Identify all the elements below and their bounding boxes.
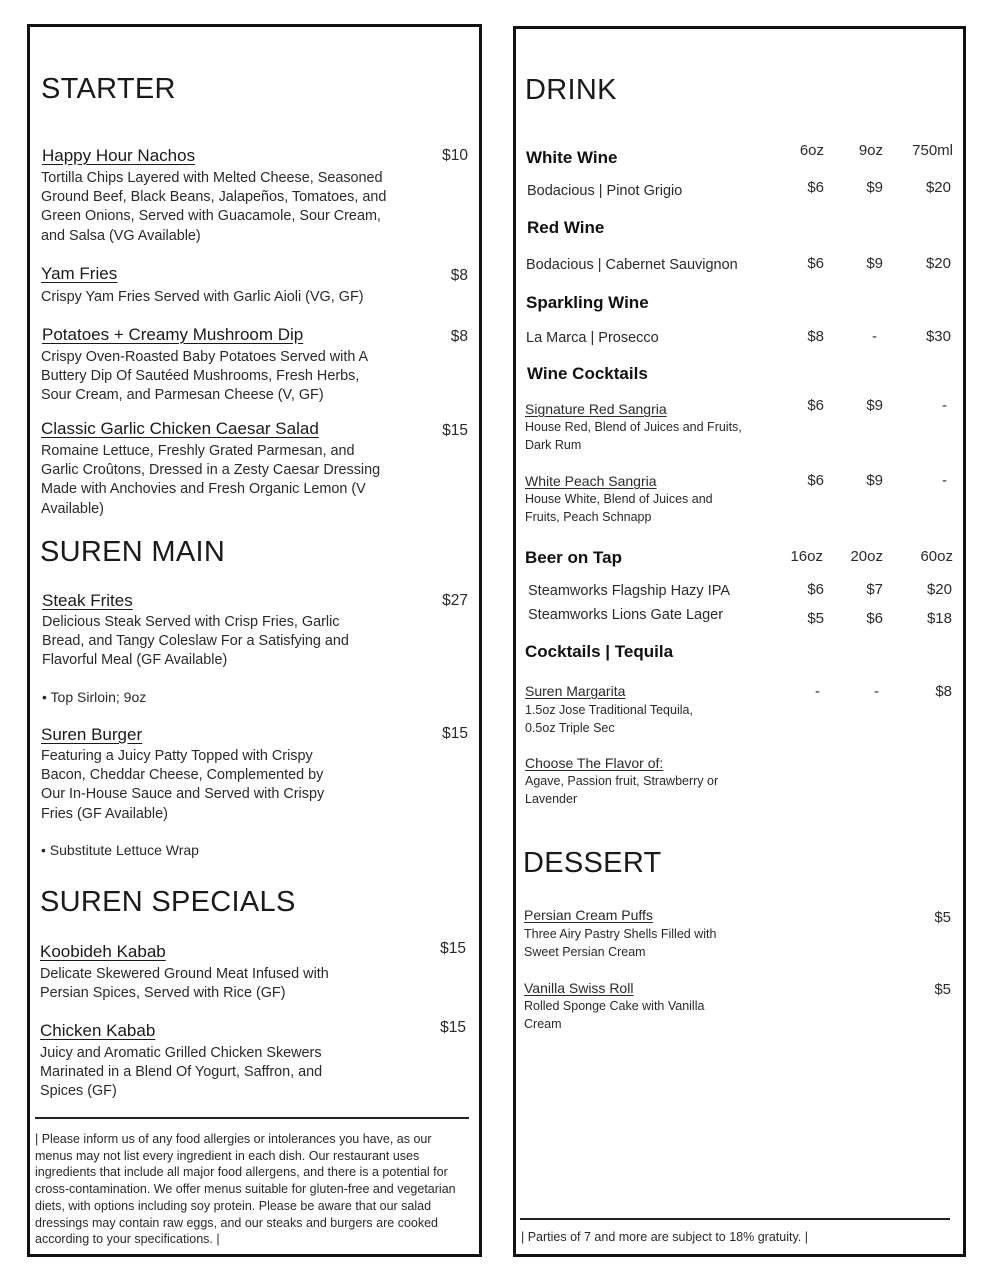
white-wine-price-9oz: $9 [866, 179, 883, 196]
beer-size-20oz: 20oz [850, 548, 883, 565]
drink-title: DRINK [525, 74, 617, 106]
beer-heading: Beer on Tap [525, 548, 622, 567]
peach-sangria-desc: House White, Blend of Juices and Fruits, Peach Schnapp [525, 492, 713, 524]
flavor-desc: Agave, Passion fruit, Strawberry or Lavender [525, 774, 719, 806]
margarita-price-750ml: $8 [935, 683, 952, 700]
peach-sangria-price-750ml: - [942, 472, 947, 489]
allergy-note: | Please inform us of any food allergies or intolerances you have, as our menus may not list every ingredient in each dish. Our restaurant uses ingredients that include all major food allergens, and there is a potential for cross-contamination. We offer menus suitable for gluten-free and vegetarian diets, with options including soy protein. Please be aware that our salad dressings may contain raw eggs, and our steaks and burgers are cooked according to your specifications. | [35, 1132, 456, 1247]
nachos-price: $10 [442, 147, 468, 164]
red-sangria-price-6oz: $6 [807, 397, 824, 414]
caesar-name: Classic Garlic Chicken Caesar Salad [41, 419, 319, 438]
potatoes-desc: Crispy Oven-Roasted Baby Potatoes Served with A Buttery Dip Of Sautéed Mushrooms, Fresh Herbs, Sour Cream, and Parmesan Cheese (V, GF) [41, 349, 368, 404]
yam-fries-price: $8 [450, 267, 468, 284]
chicken-kabab-desc: Juicy and Aromatic Grilled Chicken Skewers Marinated in a Blend Of Yogurt, Saffron, and Spices (GF) [40, 1045, 323, 1100]
potatoes-price: $8 [450, 328, 468, 345]
margarita-name: Suren Margarita [525, 683, 626, 699]
peach-sangria-price-6oz: $6 [807, 472, 824, 489]
potatoes-name: Potatoes + Creamy Mushroom Dip [42, 325, 304, 344]
burger-name: Suren Burger [41, 725, 143, 744]
cream-puffs-price: $5 [934, 909, 951, 926]
sparkling-wine-heading: Sparkling Wine [526, 293, 649, 312]
sparkling-wine-price-6oz: $8 [807, 328, 824, 345]
beer-size-60oz: 60oz [920, 548, 953, 565]
red-wine-price-6oz: $6 [807, 255, 824, 272]
yam-fries-name: Yam Fries [41, 264, 118, 283]
margarita-price-6oz: - [815, 683, 820, 700]
wine-size-750ml: 750ml [912, 142, 953, 159]
wine-size-6oz: 6oz [799, 142, 824, 159]
red-sangria-name: Signature Red Sangria [525, 401, 667, 417]
sparkling-wine-name: La Marca | Prosecco [526, 330, 659, 346]
dessert-title: DESSERT [523, 847, 662, 879]
beer-size-16oz: 16oz [790, 548, 823, 565]
cream-puffs-desc: Three Airy Pastry Shells Filled with Sweet Persian Cream [524, 927, 717, 959]
chicken-kabab-price: $15 [440, 1019, 466, 1036]
yam-fries-desc: Crispy Yam Fries Served with Garlic Aioli (VG, GF) [41, 289, 364, 305]
swiss-roll-price: $5 [934, 981, 951, 998]
burger-price: $15 [442, 725, 468, 742]
margarita-price-9oz: - [874, 683, 879, 700]
nachos-name: Happy Hour Nachos [42, 146, 196, 165]
cocktails-heading: Cocktails | Tequila [525, 642, 674, 661]
red-wine-price-9oz: $9 [866, 255, 883, 272]
gratuity-note: | Parties of 7 and more are subject to 18% gratuity. | [521, 1230, 808, 1244]
specials-title: SUREN SPECIALS [40, 886, 296, 918]
steak-frites-desc: Delicious Steak Served with Crisp Fries, Garlic Bread, and Tangy Coleslaw For a Satisfying and Flavorful Meal (GF Available) [42, 614, 349, 669]
red-sangria-desc: House Red, Blend of Juices and Fruits, Dark Rum [525, 420, 742, 452]
starter-title: STARTER [41, 73, 176, 105]
caesar-price: $15 [442, 422, 468, 439]
beer-lager-price-60oz: $18 [926, 610, 952, 627]
peach-sangria-name: White Peach Sangria [525, 473, 657, 489]
burger-desc: Featuring a Juicy Patty Topped with Crispy Bacon, Cheddar Cheese, Complemented by Our In-House Sauce and Served with Crispy Fries (GF Available) [41, 748, 325, 822]
beer-ipa-price-16oz: $6 [807, 581, 824, 598]
sparkling-wine-price-9oz: - [872, 328, 877, 345]
white-wine-name: Bodacious | Pinot Grigio [527, 183, 683, 199]
beer-lager-price-16oz: $5 [807, 610, 824, 627]
main-title: SUREN MAIN [40, 536, 226, 568]
white-wine-price-6oz: $6 [807, 179, 824, 196]
swiss-roll-desc: Rolled Sponge Cake with Vanilla Cream [524, 999, 705, 1031]
cream-puffs-name: Persian Cream Puffs [524, 907, 653, 923]
chicken-kabab-name: Chicken Kabab [40, 1021, 156, 1040]
burger-note: • Substitute Lettuce Wrap [41, 842, 199, 858]
white-wine-price-750ml: $20 [925, 179, 951, 196]
peach-sangria-price-9oz: $9 [866, 472, 883, 489]
beer-ipa-name: Steamworks Flagship Hazy IPA [528, 583, 730, 599]
beer-lager-name: Steamworks Lions Gate Lager [528, 607, 724, 623]
sparkling-wine-price-750ml: $30 [925, 328, 951, 345]
wine-cocktails-heading: Wine Cocktails [527, 364, 648, 383]
red-wine-name: Bodacious | Cabernet Sauvignon [526, 257, 738, 273]
steak-frites-name: Steak Frites [42, 591, 133, 610]
beer-ipa-price-60oz: $20 [926, 581, 952, 598]
gratuity-divider [520, 1218, 950, 1220]
beer-ipa-price-20oz: $7 [866, 581, 883, 598]
red-wine-price-750ml: $20 [925, 255, 951, 272]
beer-lager-price-20oz: $6 [866, 610, 883, 627]
koobideh-name: Koobideh Kabab [40, 942, 166, 961]
red-sangria-price-9oz: $9 [866, 397, 883, 414]
swiss-roll-name: Vanilla Swiss Roll [524, 980, 634, 996]
white-wine-heading: White Wine [526, 148, 618, 167]
koobideh-price: $15 [440, 940, 466, 957]
red-wine-heading: Red Wine [527, 218, 605, 237]
red-sangria-price-750ml: - [942, 397, 947, 414]
allergy-divider [35, 1117, 469, 1119]
flavor-heading: Choose The Flavor of: [525, 755, 664, 771]
steak-frites-note: • Top Sirloin; 9oz [42, 689, 147, 705]
steak-frites-price: $27 [442, 592, 468, 609]
caesar-desc: Romaine Lettuce, Freshly Grated Parmesan, and Garlic Croûtons, Dressed in a Zesty Caesar Dressing Made with Anchovies and Fresh Organic Lemon (V Available) [41, 443, 381, 517]
margarita-desc: 1.5oz Jose Traditional Tequila, 0.5oz Triple Sec [525, 703, 693, 735]
koobideh-desc: Delicate Skewered Ground Meat Infused with Persian Spices, Served with Rice (GF) [40, 966, 329, 1002]
nachos-desc: Tortilla Chips Layered with Melted Cheese, Seasoned Ground Beef, Black Beans, Jalapeños, Tomatoes, and Green Onions, Served with Guacamole, Sour Cream, and Salsa (VG Available) [41, 170, 387, 244]
wine-size-9oz: 9oz [858, 142, 883, 159]
